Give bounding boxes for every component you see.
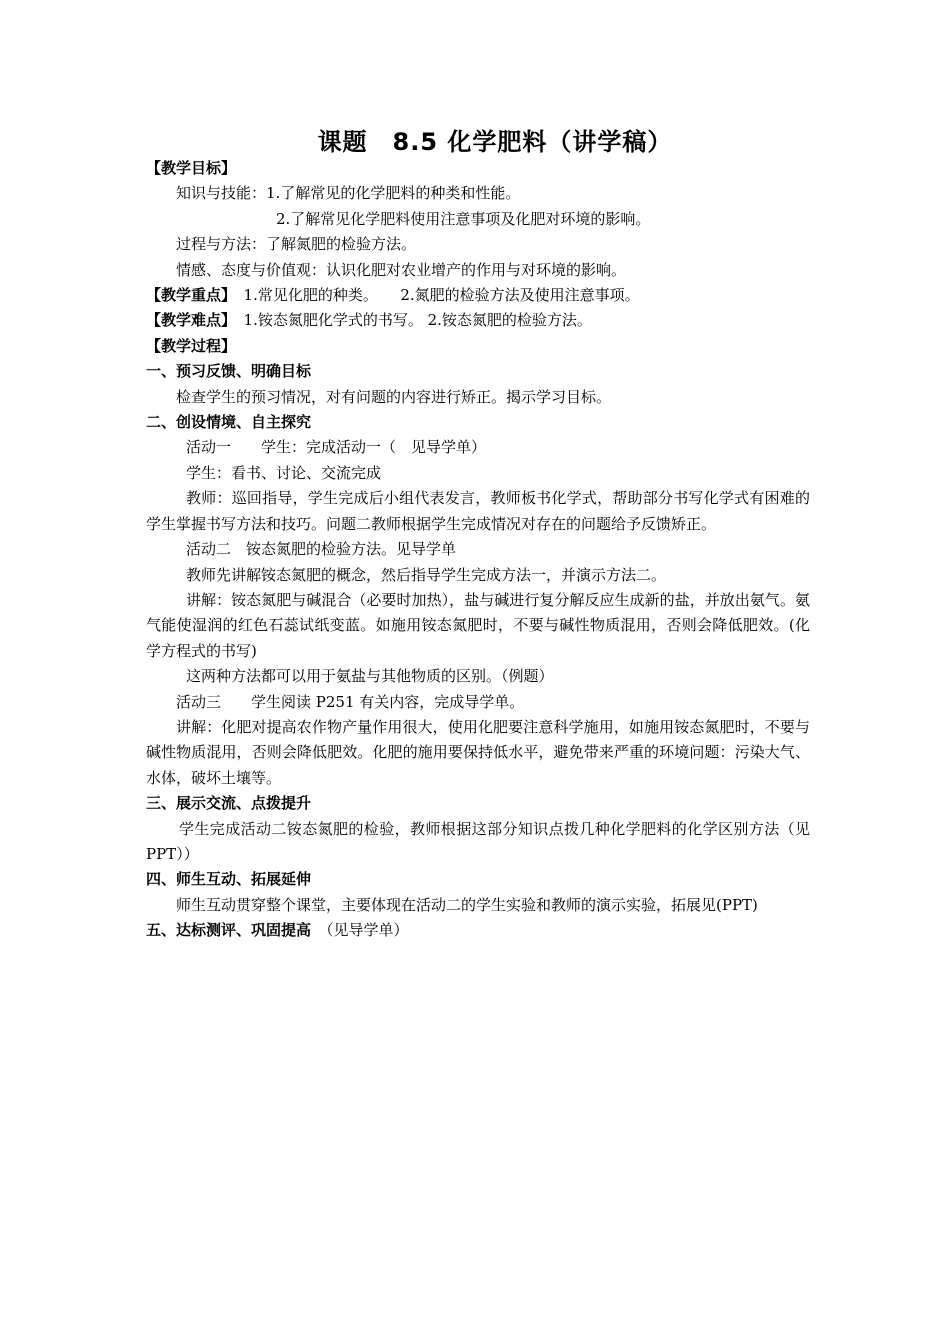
explanation-paragraph-2: 讲解：化肥对提高农作物产量作用很大，使用化肥要注意科学施用，如施用铵态氮肥时，不要与碱性物质混用，否则会降低肥效。化肥的施用要保持低水平，避免带来严重的环境问题：污染大气、水体，破坏土壤等。 [146,717,810,787]
two-methods-line: 这两种方法都可以用于氨盐与其他物质的区别。（例题） [186,667,554,686]
activity-1-line: 活动一 学生：完成活动一（ 见导学单） [186,438,487,457]
section-5-line [146,918,810,943]
difficulties-line [146,308,810,333]
section-3-heading: 三、展示交流、点拨提升 [146,794,312,813]
difficulties-text: 1.铵态氮肥化学式的书写。 2.铵态氮肥的检验方法。 [243,311,592,330]
knowledge-item-1: 1.了解常见的化学肥料的种类和性能。 [266,184,521,203]
section-1-heading: 一、预习反馈、明确目标 [146,362,312,381]
section-4-heading: 四、师生互动、拓展延伸 [146,870,312,889]
section-3-text: 学生完成活动二铵态氮肥的检验，教师根据这部分知识点拨几种化学肥料的化学区别方法（见 PPT）） [146,819,810,863]
emotion-line: 情感、态度与价值观：认识化肥对农业增产的作用与对环境的影响。 [176,260,627,279]
teacher-paragraph: 教师：巡回指导，学生完成后小组代表发言，教师板书化学式，帮助部分书写化学式有困难的学生掌握书写方法和技巧。问题二教师根据学生完成情况对存在的问题给予反馈矫正。 [146,489,810,533]
section-4-text: 师生互动贯穿整个课堂，主要体现在活动二的学生实验和教师的演示实验，拓展见(PPT) [176,895,758,914]
key-points-line [146,283,810,308]
document-title: 课题 8.5 化学肥料（讲学稿） [317,128,673,156]
teacher-demo-line: 教师先讲解铵态氮肥的概念，然后指导学生完成方法一，并演示方法二。 [186,565,667,584]
section-1-text: 检查学生的预习情况，对有问题的内容进行矫正。揭示学习目标。 [176,387,612,406]
knowledge-label: 知识与技能： [176,184,267,203]
knowledge-line-1 [146,181,810,206]
goals-heading: 【教学目标】 [146,159,237,177]
process-heading: 【教学过程】 [146,336,237,355]
student-line: 学生：看书、讨论、交流完成 [186,463,382,482]
section-5-heading: 五、达标测评、巩固提高 [146,921,312,940]
knowledge-item-2: 2.了解常见化学肥料使用注意事项及化肥对环境的影响。 [276,209,651,228]
document-body [146,156,810,944]
explanation-paragraph-1: 讲解：铵态氮肥与碱混合（必要时加热），盐与碱进行复分解反应生成新的盐，并放出氨气。氨气能使湿润的红色石蕊试纸变蓝。如施用铵态氮肥时，不要与碱性物质混用，否则会降低肥效。(化学方程式的书写) [146,590,810,660]
activity-2-line: 活动二 铵态氮肥的检验方法。见导学单 [186,540,457,559]
difficulties-heading: 【教学难点】 [146,311,229,330]
activity-3-line: 活动三 学生阅读 P251 有关内容，完成导学单。 [176,692,525,711]
key-points-heading: 【教学重点】 [146,286,229,305]
section-5-note: （见导学单） [326,921,409,940]
section-2-heading: 二、创设情境、自主探究 [146,413,312,432]
process-method-line: 过程与方法：了解氮肥的检验方法。 [176,235,417,254]
key-points-text: 1.常见化肥的种类。 2.氮肥的检验方法及使用注意事项。 [243,286,640,305]
